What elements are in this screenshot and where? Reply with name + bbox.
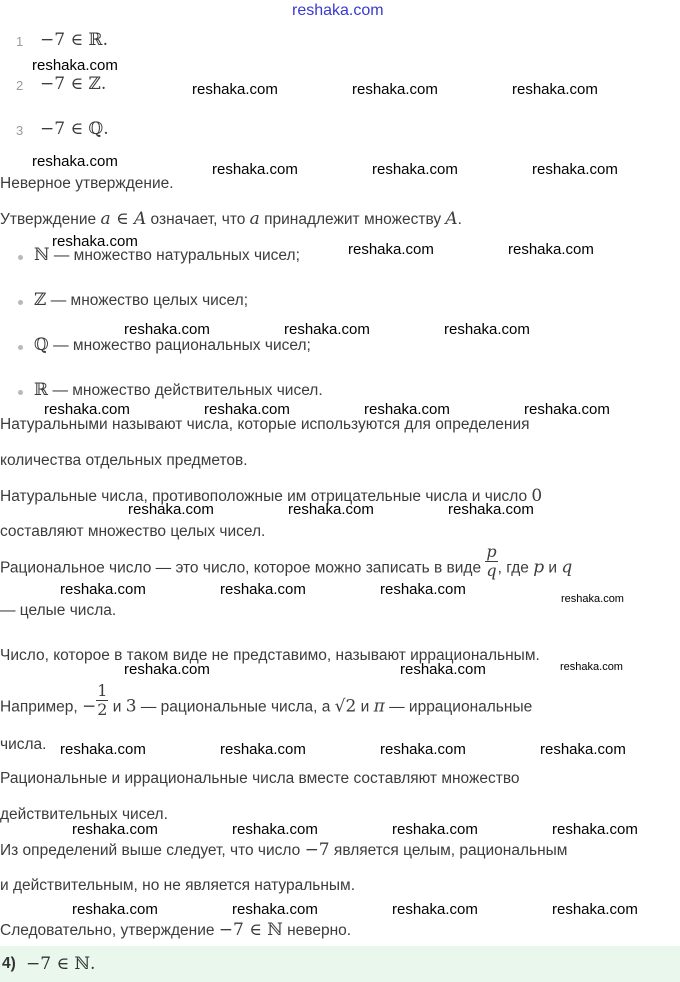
set-description: — множество натуральных чисел; xyxy=(49,247,300,264)
watermark: reshaka.com xyxy=(32,57,118,74)
watermark: reshaka.com xyxy=(232,901,318,918)
watermark: reshaka.com xyxy=(380,581,466,598)
bullet xyxy=(18,345,23,350)
verdict-text: Неверное утверждение. xyxy=(0,175,174,192)
fraction-p-q xyxy=(485,543,497,580)
paragraph-rational-1 xyxy=(0,542,573,580)
answer-row xyxy=(0,946,680,982)
watermark: reshaka.com xyxy=(52,233,138,250)
watermark: reshaka.com xyxy=(220,741,306,758)
paragraph-text: Рациональное число — это число, которое можно записать в виде xyxy=(0,559,486,577)
watermark: reshaka.com xyxy=(524,401,610,418)
watermark: reshaka.com xyxy=(392,901,478,918)
watermark: reshaka.com xyxy=(204,401,290,418)
watermark: reshaka.com xyxy=(60,581,146,598)
watermark: reshaka.com xyxy=(444,321,530,338)
watermark: reshaka.com xyxy=(560,661,623,673)
answer-math: −7 ∈ ℕ. xyxy=(26,954,96,974)
inline-math: 0 xyxy=(531,486,543,506)
statement-math: A xyxy=(445,209,458,229)
watermark: reshaka.com xyxy=(380,741,466,758)
inline-math: π xyxy=(373,696,385,717)
inline-math: −7 ∈ ℕ xyxy=(218,920,283,940)
watermark: reshaka.com xyxy=(72,901,158,918)
watermark: reshaka.com xyxy=(220,581,306,598)
set-item-real xyxy=(34,380,323,401)
inline-math: p xyxy=(533,557,545,578)
set-symbol: ℝ xyxy=(34,380,49,400)
watermark: reshaka.com xyxy=(44,401,130,418)
paragraph-rational-2: — целые числа. xyxy=(0,602,117,619)
bullet xyxy=(18,390,23,395)
paragraph-final xyxy=(0,920,351,941)
inline-math: − xyxy=(82,696,97,717)
watermark: reshaka.com xyxy=(128,501,214,518)
paragraph-conclusion-2: и действительным, но не является натуральным. xyxy=(0,877,356,894)
watermark: reshaka.com xyxy=(508,241,594,258)
statement-text: означает, что xyxy=(146,211,250,228)
watermark: reshaka.com xyxy=(32,153,118,170)
watermark: reshaka.com xyxy=(400,661,486,678)
watermark: reshaka.com xyxy=(60,741,146,758)
watermark: reshaka.com xyxy=(512,81,598,98)
set-description: — множество рациональных чисел; xyxy=(48,337,311,354)
statement-math: a ∈ A xyxy=(100,209,147,229)
inline-math: √2 xyxy=(334,696,357,717)
watermark: reshaka.com xyxy=(540,741,626,758)
bullet xyxy=(18,300,23,305)
set-description: — множество действительных чисел. xyxy=(48,382,323,399)
paragraph-text: и xyxy=(356,698,374,716)
paragraph-text: неверно. xyxy=(282,922,352,939)
watermark: reshaka.com xyxy=(561,593,624,605)
option-math: −7 ∈ ℝ. xyxy=(40,30,108,50)
watermark: reshaka.com xyxy=(212,161,298,178)
statement-line xyxy=(0,209,462,230)
answer-number: 4) xyxy=(2,955,16,972)
statement-text: Утверждение xyxy=(0,211,101,228)
fraction-numerator: 1 xyxy=(97,681,108,700)
option-number: 3 xyxy=(16,123,24,138)
paragraph-text: является целым, рациональным xyxy=(329,842,568,859)
statement-text: принадлежит множеству xyxy=(259,211,446,228)
inline-math: −7 xyxy=(304,840,330,860)
paragraph-real-1: Рациональные и иррациональные числа вместе составляют множество xyxy=(0,770,520,787)
watermark: reshaka.com xyxy=(348,241,434,258)
inline-math: q xyxy=(561,557,573,578)
watermark: reshaka.com xyxy=(72,821,158,838)
fraction-denominator: 2 xyxy=(97,700,108,719)
watermark: reshaka.com xyxy=(288,501,374,518)
paragraph-integers-2: составляют множество целых чисел. xyxy=(0,523,266,540)
paragraph-text: Например, xyxy=(0,698,82,716)
watermark: reshaka.com xyxy=(372,161,458,178)
statement-text: . xyxy=(457,211,462,228)
paragraph-natural-1: Натуральными называют числа, которые используются для определения xyxy=(0,416,530,433)
paragraph-text: , где xyxy=(497,559,534,577)
watermark: reshaka.com xyxy=(232,821,318,838)
paragraph-text: — рациональные числа, а xyxy=(136,698,335,716)
paragraph-natural-2: количества отдельных предметов. xyxy=(0,452,248,469)
option-number: 2 xyxy=(16,78,24,93)
option-math: −7 ∈ ℤ. xyxy=(40,74,107,94)
paragraph-text: Следовательно, утверждение xyxy=(0,922,219,939)
watermark: reshaka.com xyxy=(392,821,478,838)
fraction-denominator: q xyxy=(486,561,497,580)
watermark: reshaka.com xyxy=(352,81,438,98)
paragraph-text: Натуральные числа, противоположные им отрицательные числа и число xyxy=(0,488,532,505)
watermark: reshaka.com xyxy=(448,501,534,518)
watermark: reshaka.com xyxy=(532,161,618,178)
paragraph-text: и xyxy=(544,559,562,577)
watermark: reshaka.com xyxy=(364,401,450,418)
watermark: reshaka.com xyxy=(552,901,638,918)
set-symbol: ℤ xyxy=(34,290,47,310)
paragraph-text: и xyxy=(108,698,126,716)
paragraph-real-2: действительных чисел. xyxy=(0,806,168,823)
watermark: reshaka.com xyxy=(192,81,278,98)
watermark-top: reshaka.com xyxy=(292,2,384,19)
set-symbol: ℕ xyxy=(34,245,50,265)
paragraph-example-1 xyxy=(0,681,533,719)
fraction-one-half xyxy=(96,682,108,719)
watermark: reshaka.com xyxy=(124,661,210,678)
bullet xyxy=(18,255,23,260)
statement-math: a xyxy=(249,209,260,229)
paragraph-text: Из определений выше следует, что число xyxy=(0,842,305,859)
set-item-rational xyxy=(34,335,311,356)
paragraph-text: — иррациональные xyxy=(384,698,533,716)
watermark: reshaka.com xyxy=(124,321,210,338)
watermark: reshaka.com xyxy=(284,321,370,338)
set-description: — множество целых чисел; xyxy=(46,292,249,309)
paragraph-conclusion-1 xyxy=(0,840,567,861)
option-number: 1 xyxy=(16,34,24,49)
set-symbol: ℚ xyxy=(34,335,49,355)
set-item-integer xyxy=(34,290,248,311)
inline-math: 3 xyxy=(125,696,137,717)
option-math: −7 ∈ ℚ. xyxy=(40,119,109,139)
paragraph-example-2: числа. xyxy=(0,736,47,753)
paragraph-irrational: Число, которое в таком виде не представимо, называют иррациональным. xyxy=(0,647,540,664)
fraction-numerator: p xyxy=(486,542,497,561)
watermark: reshaka.com xyxy=(552,821,638,838)
